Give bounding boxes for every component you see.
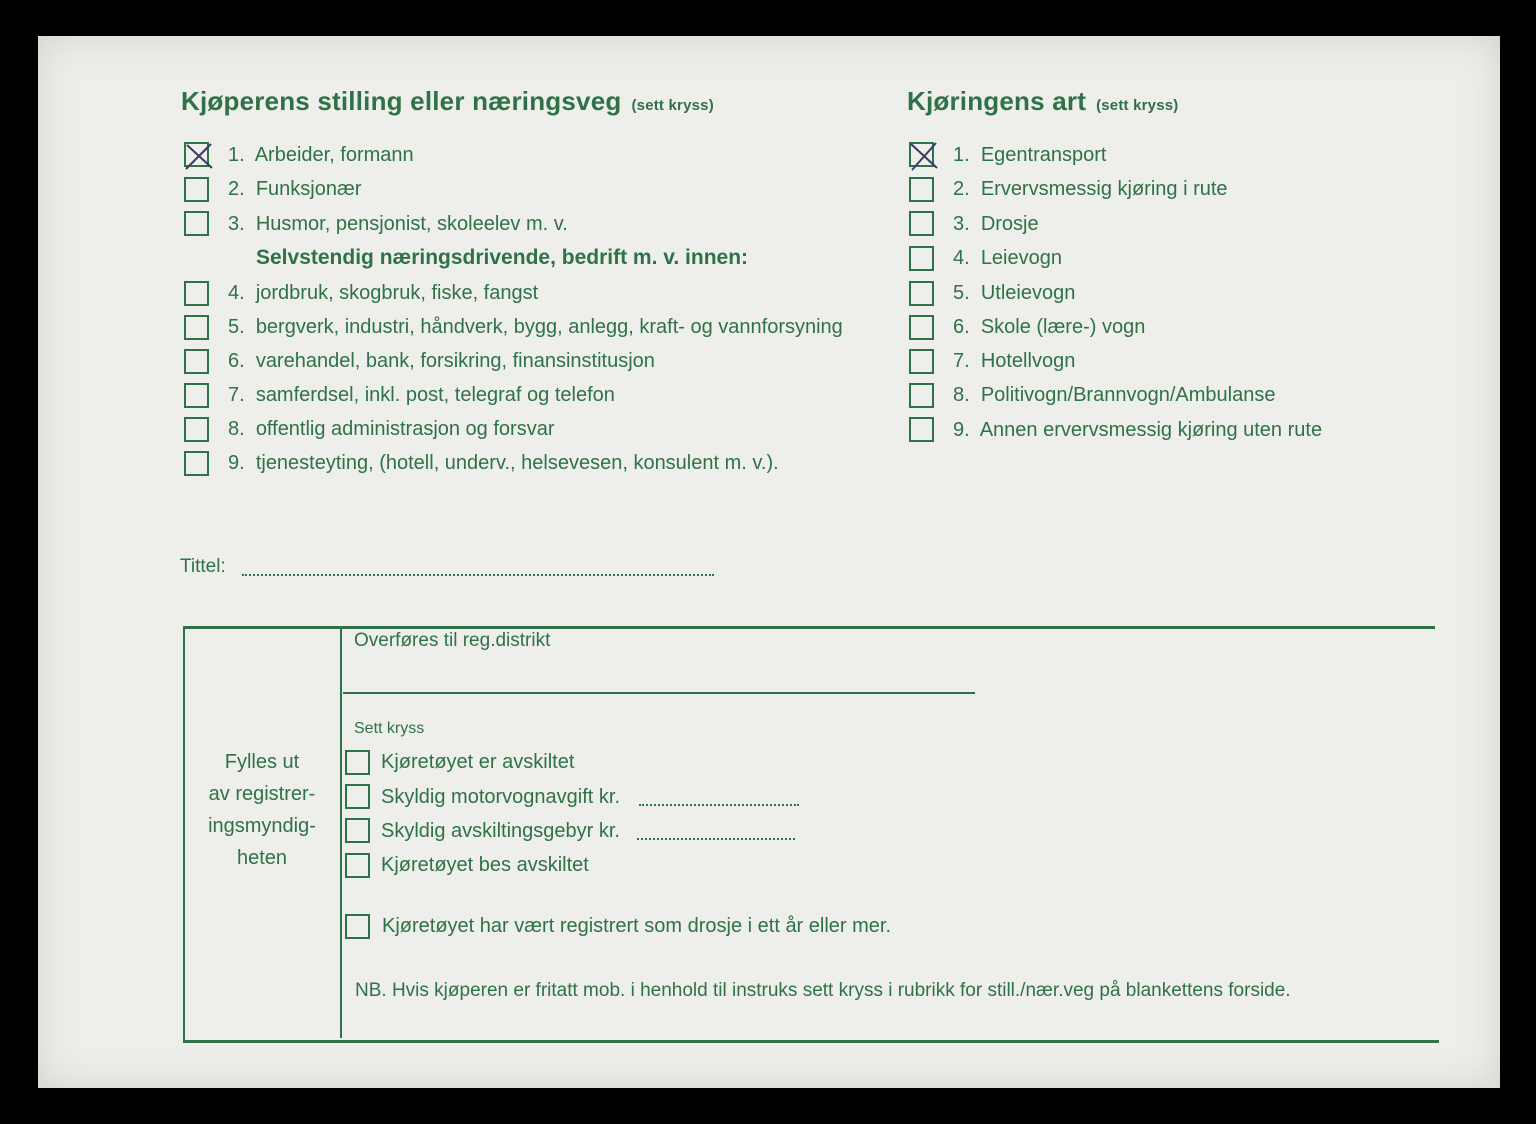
checkbox-avskiltingsgebyr[interactable]: [345, 818, 370, 843]
cross-mark-icon: [908, 140, 940, 172]
checkbox-annen[interactable]: [909, 417, 934, 442]
registry-check-1: Kjøretøyet er avskiltet: [381, 751, 575, 773]
right-item-2: 2. Ervervsmessig kjøring i rute: [953, 178, 1228, 200]
checkbox-egentransport[interactable]: [909, 142, 934, 167]
checkbox-offentlig[interactable]: [184, 417, 209, 442]
checkbox-politivogn[interactable]: [909, 383, 934, 408]
checkbox-tjenesteyting[interactable]: [184, 451, 209, 476]
left-item-1: 1. Arbeider, formann: [228, 144, 414, 166]
checkbox-utleievogn[interactable]: [909, 281, 934, 306]
checkbox-leievogn[interactable]: [909, 246, 934, 271]
checkbox-funksjonaer[interactable]: [184, 177, 209, 202]
left-item-5: 5. bergverk, industri, håndverk, bygg, anlegg, kraft- og vannforsyning: [228, 316, 843, 338]
left-heading-text: Kjøperens stilling eller næringsveg: [181, 86, 622, 116]
right-item-4: 4. Leievogn: [953, 247, 1062, 269]
title-input-line[interactable]: [242, 574, 714, 576]
checkbox-drosje-ett-aar[interactable]: [345, 914, 370, 939]
registry-check-2: Skyldig motorvognavgift kr.: [381, 786, 620, 808]
checkbox-bes-avskiltet[interactable]: [345, 853, 370, 878]
checkbox-avskiltet[interactable]: [345, 750, 370, 775]
registry-box-left-border: [183, 626, 185, 1042]
right-section-heading: [907, 86, 1179, 117]
right-item-6: 6. Skole (lære-) vogn: [953, 316, 1146, 338]
checkbox-motorvognavgift[interactable]: [345, 784, 370, 809]
checkbox-hotellvogn[interactable]: [909, 349, 934, 374]
registry-check-3: Skyldig avskiltingsgebyr kr.: [381, 820, 620, 842]
side-label-line: av registrer-: [208, 783, 316, 805]
cross-mark-icon: [183, 140, 215, 172]
right-heading-note: (sett kryss): [1096, 97, 1179, 114]
right-item-9: 9. Annen ervervsmessig kjøring uten rute: [953, 419, 1323, 441]
registry-box-top-border: [183, 626, 1435, 629]
side-label-line: Fylles ut: [224, 751, 300, 773]
motorvognavgift-input-line[interactable]: [639, 804, 799, 806]
side-label-line: heten: [236, 847, 288, 869]
left-section-heading: [181, 86, 714, 117]
checkbox-jordbruk[interactable]: [184, 281, 209, 306]
checkbox-rute[interactable]: [909, 177, 934, 202]
right-item-5: 5. Utleievogn: [953, 282, 1076, 304]
left-item-9: 9. tjenesteyting, (hotell, underv., helsevesen, konsulent m. v.).: [228, 452, 779, 474]
registry-check-4: Kjøretøyet bes avskiltet: [381, 854, 589, 876]
side-label-line: ingsmyndig-: [208, 815, 316, 837]
checkbox-husmor[interactable]: [184, 211, 209, 236]
transfer-label: Overføres til reg.distrikt: [354, 630, 551, 651]
checkbox-skolevogn[interactable]: [909, 315, 934, 340]
right-heading-text: Kjøringens art: [907, 86, 1087, 116]
left-item-3: 3. Husmor, pensjonist, skoleelev m. v.: [228, 213, 568, 235]
checkbox-drosje[interactable]: [909, 211, 934, 236]
right-item-7: 7. Hotellvogn: [953, 350, 1076, 372]
right-item-3: 3. Drosje: [953, 213, 1039, 235]
right-item-1: 1. Egentransport: [953, 144, 1107, 166]
registry-box-divider: [340, 628, 342, 1038]
title-label: Tittel:: [180, 556, 226, 577]
checkbox-samferdsel[interactable]: [184, 383, 209, 408]
registry-side-label: [186, 746, 338, 874]
checkbox-varehandel[interactable]: [184, 349, 209, 374]
left-item-8: 8. offentlig administrasjon og forsvar: [228, 418, 555, 440]
self-employed-subheading: Selvstendig næringsdrivende, bedrift m. v. innen:: [256, 246, 749, 269]
checkbox-bergverk[interactable]: [184, 315, 209, 340]
transfer-input-line[interactable]: [343, 692, 975, 694]
left-item-2: 2. Funksjonær: [228, 178, 362, 200]
registry-note: NB. Hvis kjøperen er fritatt mob. i henhold til instruks sett kryss i rubrikk for still./nær.veg på blankettens forside.: [355, 980, 1291, 1001]
left-heading-note: (sett kryss): [631, 97, 714, 114]
checkbox-arbeider[interactable]: [184, 142, 209, 167]
registry-box-bottom-border: [183, 1040, 1439, 1043]
left-item-4: 4. jordbruk, skogbruk, fiske, fangst: [228, 282, 539, 304]
right-item-8: 8. Politivogn/Brannvogn/Ambulanse: [953, 384, 1276, 406]
left-item-7: 7. samferdsel, inkl. post, telegraf og telefon: [228, 384, 615, 406]
check-note: Sett kryss: [354, 720, 425, 737]
avskiltingsgebyr-input-line[interactable]: [637, 838, 795, 840]
registry-check-5: Kjøretøyet har vært registrert som drosje i ett år eller mer.: [382, 915, 892, 937]
left-item-6: 6. varehandel, bank, forsikring, finansinstitusjon: [228, 350, 655, 372]
